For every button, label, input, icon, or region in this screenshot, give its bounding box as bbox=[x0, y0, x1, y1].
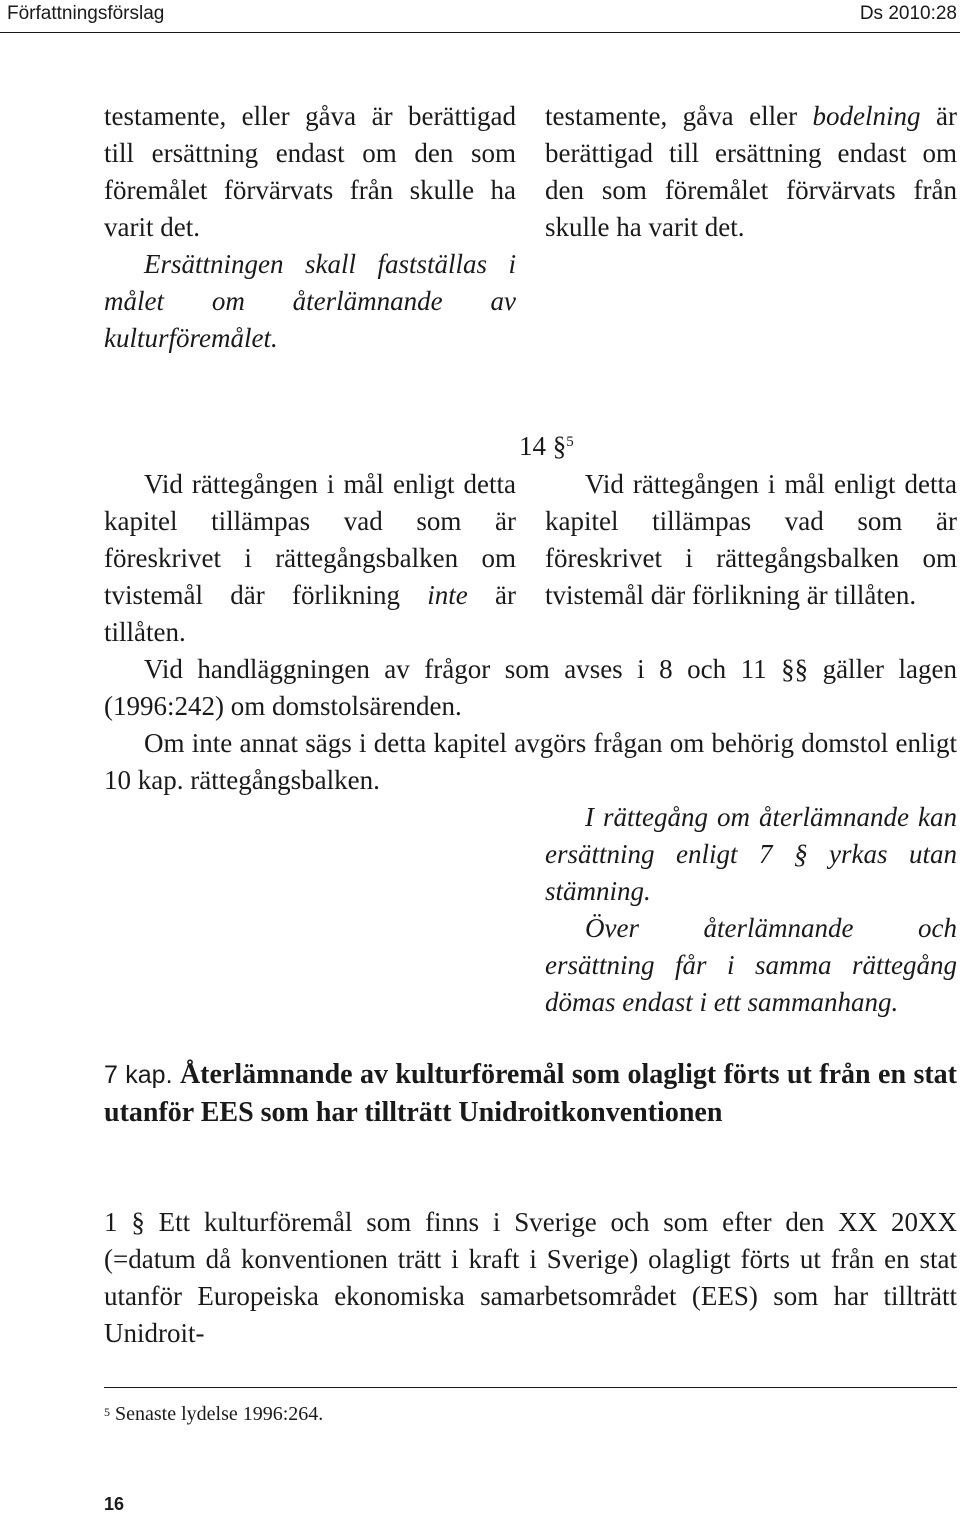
left-para-1: testamente, eller gåva är berättigad till ersättning endast om den som föremålet förvärvats från skulle ha varit det. bbox=[104, 101, 516, 242]
footnote-mark: 5 bbox=[104, 1405, 110, 1419]
right-section14-para: Vid rättegången i mål enligt detta kapitel tillämpas vad som är föreskrivet i rättegångsbalken om tvistemål där förlikning är tillåten. bbox=[545, 469, 957, 610]
right-italic-para-2: Över återlämnande och ersättning får i samma rättegång dömas endast i ett sammanhang. bbox=[545, 913, 957, 1017]
chapter-heading bbox=[104, 1056, 957, 1131]
chapter-number: 7 kap. bbox=[104, 1061, 173, 1089]
section-1-para: 1 § Ett kulturföremål som finns i Sverige och som efter den XX 20XX (=datum då konventionen trätt i kraft i Sverige) olagligt förts ut från en stat utanför Europeiska ekonomiska samarbetsområdet (EES) som har tillträtt Unidroit- bbox=[104, 1207, 958, 1348]
right-para-1: testamente, gåva eller bodelning är berättigad till ersättning endast om den som föremålet förvärvats från skulle ha varit det. bbox=[545, 101, 957, 242]
left-column-top bbox=[104, 98, 516, 357]
section-1-number: 1 § bbox=[104, 1207, 145, 1237]
running-header bbox=[0, 0, 960, 30]
left-section14-para: Vid rättegången i mål enligt detta kapitel tillämpas vad som är föreskrivet i rättegångsbalken om tvistemål där förlikning inte är tillåten. bbox=[104, 469, 516, 647]
footnote bbox=[104, 1400, 323, 1428]
header-document-type: Författningsförslag bbox=[7, 3, 165, 24]
full-para-2: Om inte annat sägs i detta kapitel avgörs frågan om behörig domstol enligt 10 kap. rättegångsbalken. bbox=[104, 728, 957, 795]
section-1 bbox=[104, 1204, 957, 1352]
right-italic-para-1: I rättegång om återlämnande kan ersättning enligt 7 § yrkas utan stämning. bbox=[545, 802, 957, 906]
right-column-section14 bbox=[545, 466, 957, 614]
right-column-italic bbox=[545, 799, 957, 1021]
full-width-section14 bbox=[104, 651, 957, 799]
chapter-title: Återlämnande av kulturföremål som olagligt förts ut från en stat utanför EES som har tillträtt Unidroitkonventionen bbox=[104, 1059, 958, 1128]
header-document-id: Ds 2010:28 bbox=[859, 3, 957, 24]
footnote-text: Senaste lydelse 1996:264. bbox=[115, 1403, 324, 1425]
page-number: 16 bbox=[104, 1494, 125, 1514]
section-14-heading: 14 §$^5$ bbox=[519, 431, 574, 461]
left-para-2: Ersättningen skall fastställas i målet om återlämnande av kulturföremålet. bbox=[104, 249, 516, 353]
footnote-ref: 5 bbox=[566, 434, 574, 450]
footnote-rule bbox=[104, 1387, 957, 1388]
full-para-1: Vid handläggningen av frågor som avses i 8 och 11 §§ gäller lagen (1996:242) om domstolsärenden. bbox=[104, 654, 957, 721]
header-rule bbox=[0, 32, 960, 33]
right-column-top bbox=[545, 98, 957, 246]
left-column-section14 bbox=[104, 466, 516, 651]
